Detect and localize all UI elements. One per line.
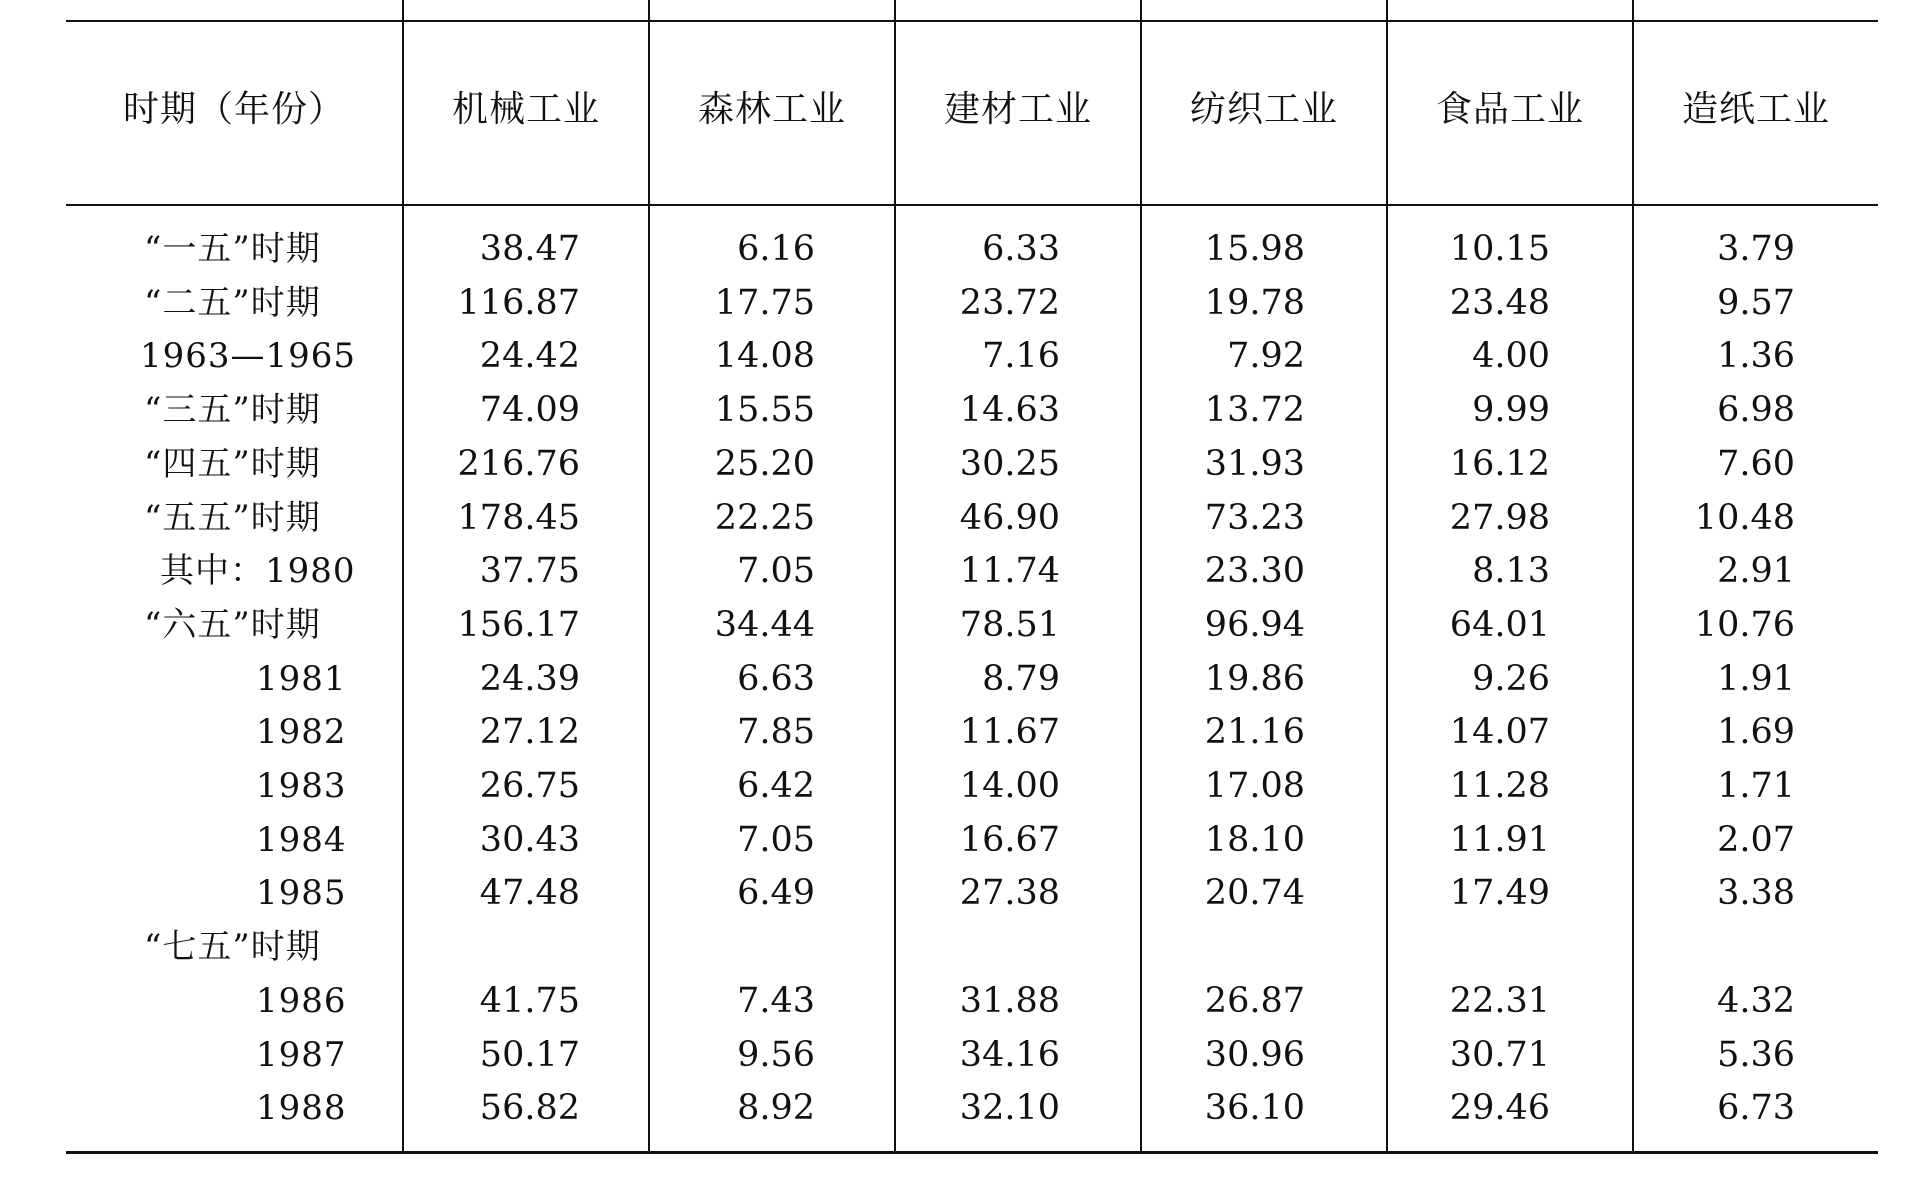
table-cell: 14.63 [959, 390, 1060, 430]
table-cell: 1.91 [1717, 659, 1795, 699]
table-cell: 6.49 [737, 873, 815, 913]
header-period: 时期（年份） [122, 89, 345, 130]
row-label: 1984 [256, 820, 347, 860]
table-cell: 1.69 [1717, 712, 1795, 752]
table-cell: 19.78 [1204, 283, 1305, 323]
table-cell: 74.09 [479, 390, 580, 430]
table-cell: 20.74 [1204, 873, 1305, 913]
table-cell: 23.72 [959, 283, 1060, 323]
table-cell: 2.91 [1717, 551, 1795, 591]
table-cell: 6.63 [737, 659, 815, 699]
table-cell: 56.82 [479, 1088, 580, 1128]
table-cell: 30.71 [1449, 1035, 1550, 1075]
table-cell: 18.10 [1204, 820, 1305, 860]
table-cell: 23.48 [1449, 283, 1550, 323]
row-label: “五五”时期 [144, 498, 321, 538]
header-forestry: 森林工业 [697, 89, 846, 130]
table-cell: 11.28 [1449, 766, 1550, 806]
table-cell: 34.44 [714, 605, 815, 645]
table-cell: 1.71 [1717, 766, 1795, 806]
table-cell: 34.16 [959, 1035, 1060, 1075]
table-cell: 2.07 [1717, 820, 1795, 860]
table-cell: 1.36 [1717, 336, 1795, 376]
table-cell: 4.32 [1717, 981, 1795, 1021]
table-cell: 13.72 [1204, 390, 1305, 430]
table-cell: 16.67 [959, 820, 1060, 860]
table-cell: 6.33 [982, 229, 1060, 269]
row-label: “六五”时期 [144, 605, 321, 645]
table-cell: 15.98 [1204, 229, 1305, 269]
row-label: 1985 [256, 873, 347, 913]
row-label: 1963—1965 [140, 336, 357, 376]
table-cell: 22.31 [1449, 981, 1550, 1021]
table-cell: 3.79 [1717, 229, 1795, 269]
table-cell: 11.67 [959, 712, 1060, 752]
table-cell: 6.98 [1717, 390, 1795, 430]
column-divider [894, 20, 896, 1153]
header-building-materials: 建材工业 [943, 89, 1092, 130]
table-cell: 41.75 [479, 981, 580, 1021]
table-cell: 73.23 [1204, 498, 1305, 538]
table-cell: 17.75 [714, 283, 815, 323]
header-textile: 纺织工业 [1189, 89, 1338, 130]
table-cell: 7.05 [737, 551, 815, 591]
table-cell: 78.51 [959, 605, 1060, 645]
row-label: “二五”时期 [144, 283, 321, 323]
table-cell: 22.25 [714, 498, 815, 538]
table-cell: 19.86 [1204, 659, 1305, 699]
table-cell: 10.15 [1449, 229, 1550, 269]
table-cell: 9.26 [1472, 659, 1550, 699]
row-label: 1982 [256, 712, 347, 752]
table-cell: 6.42 [737, 766, 815, 806]
row-label: “四五”时期 [144, 444, 321, 484]
table-cell: 3.38 [1717, 873, 1795, 913]
table-cell: 8.92 [737, 1088, 815, 1128]
column-divider [648, 20, 650, 1153]
column-divider [402, 20, 404, 1153]
table-cell: 216.76 [457, 444, 580, 484]
table-cell: 7.43 [737, 981, 815, 1021]
row-label: 1981 [256, 659, 347, 699]
table-cell: 46.90 [959, 498, 1060, 538]
table-cell: 27.12 [479, 712, 580, 752]
table-cell: 156.17 [457, 605, 580, 645]
table-cell: 7.05 [737, 820, 815, 860]
column-divider [1632, 20, 1634, 1153]
table-cell: 25.20 [714, 444, 815, 484]
row-label: 1986 [256, 981, 347, 1021]
table-cell: 32.10 [959, 1088, 1060, 1128]
table-cell: 8.79 [982, 659, 1060, 699]
row-label: 1988 [256, 1088, 347, 1128]
cropped-top-row [66, 0, 1878, 22]
table-cell: 10.48 [1694, 498, 1795, 538]
header-paper: 造纸工业 [1681, 89, 1830, 130]
table-cell: 17.08 [1204, 766, 1305, 806]
table-cell: 96.94 [1204, 605, 1305, 645]
table-cell: 9.57 [1717, 283, 1795, 323]
header-bottom-rule [66, 204, 1878, 206]
row-label: 1983 [256, 766, 347, 806]
row-label: 其中：1980 [160, 551, 356, 591]
table-cell: 7.92 [1227, 336, 1305, 376]
bottom-rule [66, 1151, 1878, 1154]
table-cell: 31.88 [959, 981, 1060, 1021]
table-cell: 116.87 [457, 283, 580, 323]
table-cell: 6.16 [737, 229, 815, 269]
table-cell: 31.93 [1204, 444, 1305, 484]
table-cell: 10.76 [1694, 605, 1795, 645]
table-cell: 6.73 [1717, 1088, 1795, 1128]
table-cell: 37.75 [479, 551, 580, 591]
table-cell: 7.60 [1717, 444, 1795, 484]
table-cell: 50.17 [479, 1035, 580, 1075]
table-cell: 30.96 [1204, 1035, 1305, 1075]
header-machinery: 机械工业 [451, 89, 600, 130]
table-cell: 47.48 [479, 873, 580, 913]
table-cell: 24.39 [479, 659, 580, 699]
table-cell: 15.55 [714, 390, 815, 430]
table-cell: 178.45 [457, 498, 580, 538]
table-cell: 16.12 [1449, 444, 1550, 484]
table-cell: 8.13 [1472, 551, 1550, 591]
top-rule [66, 20, 1878, 22]
table-cell: 38.47 [479, 229, 580, 269]
row-label: “一五”时期 [144, 229, 321, 269]
table-cell: 11.74 [959, 551, 1060, 591]
table-cell: 24.42 [479, 336, 580, 376]
table-cell: 26.87 [1204, 981, 1305, 1021]
table-cell: 64.01 [1449, 605, 1550, 645]
table-cell: 36.10 [1204, 1088, 1305, 1128]
table-cell: 26.75 [479, 766, 580, 806]
table-cell: 17.49 [1449, 873, 1550, 913]
table-cell: 29.46 [1449, 1088, 1550, 1128]
table-cell: 21.16 [1204, 712, 1305, 752]
column-divider [1386, 20, 1388, 1153]
table-cell: 30.43 [479, 820, 580, 860]
table-cell: 11.91 [1449, 820, 1550, 860]
table-cell: 14.00 [959, 766, 1060, 806]
header-food: 食品工业 [1435, 89, 1584, 130]
table-cell: 9.99 [1472, 390, 1550, 430]
table-cell: 27.38 [959, 873, 1060, 913]
row-label: “三五”时期 [144, 390, 321, 430]
table-cell: 7.16 [982, 336, 1060, 376]
table-cell: 7.85 [737, 712, 815, 752]
table-cell: 14.08 [714, 336, 815, 376]
table-cell: 4.00 [1472, 336, 1550, 376]
table-cell: 30.25 [959, 444, 1060, 484]
table-cell: 5.36 [1717, 1035, 1795, 1075]
table-cell: 9.56 [737, 1035, 815, 1075]
row-label: “七五”时期 [144, 927, 321, 967]
table-cell: 14.07 [1449, 712, 1550, 752]
table-cell: 27.98 [1449, 498, 1550, 538]
row-label: 1987 [256, 1035, 347, 1075]
column-divider [1140, 20, 1142, 1153]
table-cell: 23.30 [1204, 551, 1305, 591]
